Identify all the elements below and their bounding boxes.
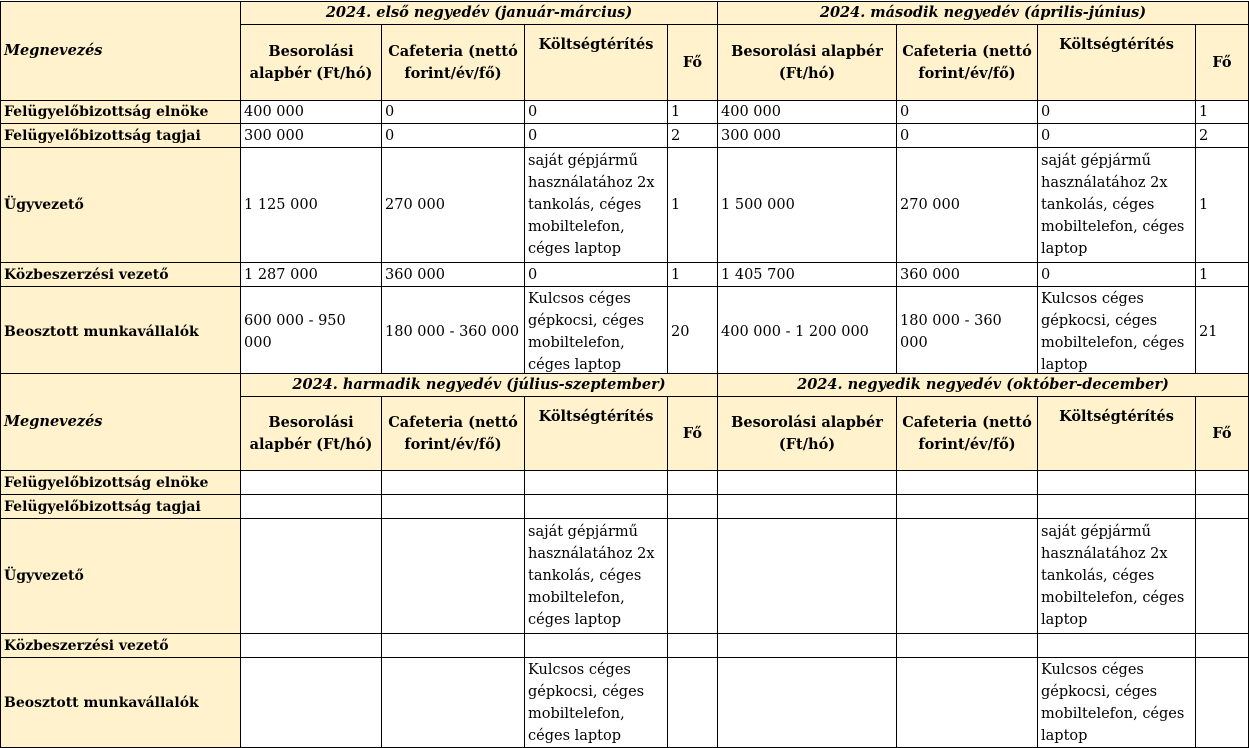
fo-cell [1196,634,1249,658]
fo-cell [1196,658,1249,748]
fo-cell: 1 [668,148,718,263]
fo-cell: 2 [668,124,718,148]
alapber-cell: 400 000 [718,101,897,124]
alapber-cell [718,634,897,658]
col-alapber: Besorolási alapbér (Ft/hó) [241,25,382,101]
fo-cell: 1 [1196,148,1249,263]
quarter-2-title: 2024. második negyedév (április-június) [718,2,1249,25]
alapber-cell [718,471,897,495]
table-row [1,658,1249,748]
row-label: Felügyelőbizottság elnöke [1,471,241,495]
koltseg-cell [1038,495,1196,519]
megnevezes-header: Megnevezés [1,374,241,471]
fo-cell [1196,519,1249,634]
fo-cell [1196,471,1249,495]
col-koltseg: Költségtérítés [1038,397,1196,471]
cafeteria-cell: 180 000 - 360 000 [897,287,1038,377]
koltseg-cell [525,634,668,658]
alapber-cell [241,495,382,519]
koltseg-cell: 0 [1038,263,1196,287]
cafeteria-cell: 360 000 [382,263,525,287]
cafeteria-cell: 0 [897,101,1038,124]
col-fo: Fő [1196,397,1249,471]
row-label: Ügyvezető [1,519,241,634]
fo-cell: 1 [1196,263,1249,287]
cafeteria-cell [897,471,1038,495]
row-label: Ügyvezető [1,148,241,263]
alapber-cell [241,634,382,658]
cafeteria-cell: 270 000 [897,148,1038,263]
col-koltseg: Költségtérítés [525,25,668,101]
col-fo: Fő [668,397,718,471]
table-row [1,495,1249,519]
alapber-cell: 300 000 [241,124,382,148]
salary-table-h2 [0,373,1249,748]
cafeteria-cell [382,471,525,495]
koltseg-cell [525,495,668,519]
fo-cell [668,471,718,495]
table-row [1,124,1249,148]
alapber-cell: 600 000 - 950 000 [241,287,382,377]
col-koltseg: Költségtérítés [525,397,668,471]
row-label: Felügyelőbizottság elnöke [1,101,241,124]
koltseg-cell: saját gépjármű használatához 2x tankolás, céges mobiltelefon, céges laptop [525,519,668,634]
koltseg-cell: Kulcsos céges gépkocsi, céges mobiltelefon, céges laptop [1038,287,1196,377]
cafeteria-cell: 0 [382,124,525,148]
koltseg-cell: saját gépjármű használatához 2x tankolás, céges mobiltelefon, céges laptop [1038,148,1196,263]
col-alapber: Besorolási alapbér (Ft/hó) [241,397,382,471]
cafeteria-cell: 360 000 [897,263,1038,287]
alapber-cell [718,658,897,748]
alapber-cell: 400 000 - 1 200 000 [718,287,897,377]
fo-cell: 1 [1196,101,1249,124]
fo-cell: 20 [668,287,718,377]
col-alapber: Besorolási alapbér (Ft/hó) [718,25,897,101]
row-label: Felügyelőbizottság tagjai [1,495,241,519]
cafeteria-cell: 0 [897,124,1038,148]
table-row [1,519,1249,634]
cafeteria-cell [382,519,525,634]
col-fo: Fő [1196,25,1249,101]
alapber-cell [718,495,897,519]
koltseg-cell: 0 [1038,101,1196,124]
table-row [1,471,1249,495]
col-cafeteria: Cafeteria (nettó forint/év/fő) [897,25,1038,101]
quarter-3-title: 2024. harmadik negyedév (július-szeptember) [241,374,718,397]
fo-cell [668,634,718,658]
cafeteria-cell [382,634,525,658]
koltseg-cell: saját gépjármű használatához 2x tankolás, céges mobiltelefon, céges laptop [1038,519,1196,634]
cafeteria-cell [897,634,1038,658]
col-cafeteria: Cafeteria (nettó forint/év/fő) [382,397,525,471]
koltseg-cell [1038,471,1196,495]
col-koltseg: Költségtérítés [1038,25,1196,101]
fo-cell: 1 [668,101,718,124]
alapber-cell: 1 500 000 [718,148,897,263]
cafeteria-cell: 270 000 [382,148,525,263]
alapber-cell: 400 000 [241,101,382,124]
cafeteria-cell [897,495,1038,519]
koltseg-cell: 0 [1038,124,1196,148]
koltseg-cell: 0 [525,124,668,148]
quarter-4-title: 2024. negyedik negyedév (október-december) [718,374,1249,397]
koltseg-cell: 0 [525,101,668,124]
col-cafeteria: Cafeteria (nettó forint/év/fő) [382,25,525,101]
fo-cell [668,495,718,519]
fo-cell: 21 [1196,287,1249,377]
fo-cell: 2 [1196,124,1249,148]
alapber-cell [718,519,897,634]
fo-cell [668,519,718,634]
alapber-cell [241,519,382,634]
cafeteria-cell: 180 000 - 360 000 [382,287,525,377]
col-alapber: Besorolási alapbér (Ft/hó) [718,397,897,471]
koltseg-cell: 0 [525,263,668,287]
alapber-cell [241,658,382,748]
koltseg-cell [1038,634,1196,658]
cafeteria-cell [382,658,525,748]
cafeteria-cell: 0 [382,101,525,124]
col-cafeteria: Cafeteria (nettó forint/év/fő) [897,397,1038,471]
row-label: Beosztott munkavállalók [1,287,241,377]
alapber-cell: 1 287 000 [241,263,382,287]
alapber-cell [241,471,382,495]
alapber-cell: 1 125 000 [241,148,382,263]
row-label: Felügyelőbizottság tagjai [1,124,241,148]
table-row [1,101,1249,124]
table-row [1,263,1249,287]
cafeteria-cell [382,495,525,519]
cafeteria-cell [897,519,1038,634]
row-label: Közbeszerzési vezető [1,634,241,658]
salary-table-h1 [0,1,1249,377]
koltseg-cell: Kulcsos céges gépkocsi, céges mobiltelefon, céges laptop [1038,658,1196,748]
row-label: Beosztott munkavállalók [1,658,241,748]
koltseg-cell: saját gépjármű használatához 2x tankolás, céges mobiltelefon, céges laptop [525,148,668,263]
koltseg-cell [525,471,668,495]
table-row [1,634,1249,658]
col-fo: Fő [668,25,718,101]
cafeteria-cell [897,658,1038,748]
quarter-1-title: 2024. első negyedév (január-március) [241,2,718,25]
table-row [1,148,1249,263]
alapber-cell: 300 000 [718,124,897,148]
koltseg-cell: Kulcsos céges gépkocsi, céges mobiltelefon, céges laptop [525,658,668,748]
table-row [1,287,1249,377]
row-label: Közbeszerzési vezető [1,263,241,287]
megnevezes-header: Megnevezés [1,2,241,101]
fo-cell [1196,495,1249,519]
fo-cell: 1 [668,263,718,287]
alapber-cell: 1 405 700 [718,263,897,287]
fo-cell [668,658,718,748]
koltseg-cell: Kulcsos céges gépkocsi, céges mobiltelefon, céges laptop [525,287,668,377]
